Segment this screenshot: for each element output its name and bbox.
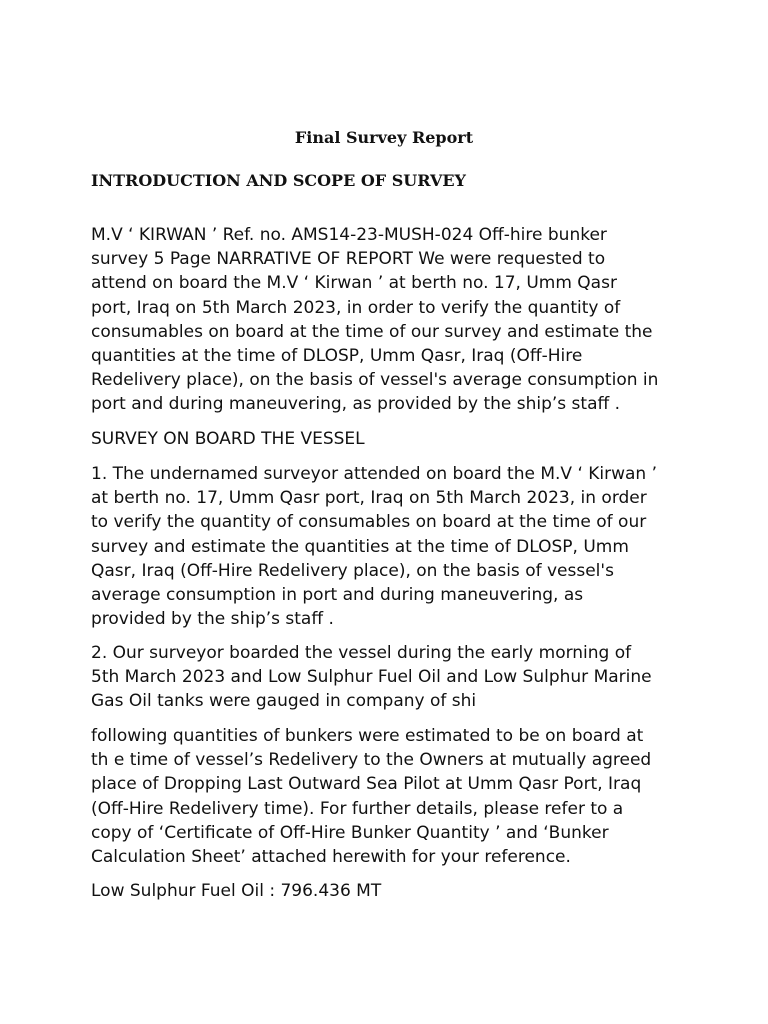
- text-line: copy of ‘Certificate of Off-Hire Bunker Quantity ’ and ‘Bunker: [91, 822, 609, 843]
- text-line: Qasr, Iraq (Off-Hire Redelivery place), on the basis of vessel's: [91, 560, 614, 581]
- paragraph-item-1: [91, 462, 701, 631]
- text-line: Redelivery place), on the basis of vessel's average consumption in: [91, 370, 659, 391]
- text-line: survey and estimate the quantities at the time of DLOSP, Umm: [91, 536, 629, 557]
- fuel-oil-quantity: [91, 879, 701, 903]
- text-line: place of Dropping Last Outward Sea Pilot at Umm Qasr Port, Iraq: [91, 774, 642, 795]
- paragraph-narrative: [91, 223, 701, 417]
- text-line: Calculation Sheet’ attached herewith for your reference.: [91, 847, 571, 868]
- text-line: (Off-Hire Redelivery time). For further details, please refer to a: [91, 798, 624, 819]
- page-title: Final Survey Report: [294, 128, 474, 147]
- paragraph-bunker-quantities: [91, 724, 701, 869]
- text-line: th e time of vessel’s Redelivery to the Owners at mutually agreed: [91, 750, 652, 771]
- text-line: consumables on board at the time of our survey and estimate the: [91, 321, 653, 342]
- text-line: to verify the quantity of consumables on board at the time of our: [91, 512, 647, 533]
- section-heading-introduction: INTRODUCTION AND SCOPE OF SURVEY: [91, 171, 466, 190]
- text-line: attend on board the M.V ‘ Kirwan ’ at berth no. 17, Umm Qasr: [91, 273, 617, 294]
- text-line: survey 5 Page NARRATIVE OF REPORT We were requested to: [91, 249, 606, 270]
- text-line: Gas Oil tanks were gauged in company of shi: [91, 691, 477, 712]
- text-line: provided by the ship’s staff .: [91, 609, 334, 630]
- text-line: port, Iraq on 5th March 2023, in order to verify the quantity of: [91, 297, 621, 318]
- text-line: following quantities of bunkers were estimated to be on board at: [91, 726, 644, 746]
- section-heading-survey-on-board: [91, 427, 701, 451]
- text-line: Low Sulphur Fuel Oil : 796.436 MT: [91, 881, 382, 901]
- paragraph-item-2: [91, 641, 701, 714]
- text-line: average consumption in port and during maneuvering, as: [91, 585, 584, 606]
- text-line: port and during maneuvering, as provided by the ship’s staff .: [91, 394, 621, 415]
- text-line: at berth no. 17, Umm Qasr port, Iraq on 5th March 2023, in order: [91, 488, 647, 509]
- text-line: 5th March 2023 and Low Sulphur Fuel Oil and Low Sulphur Marine: [91, 667, 652, 688]
- text-line: M.V ‘ KIRWAN ’ Ref. no. AMS14-23-MUSH-024 Off-hire bunker: [91, 225, 607, 245]
- text-line: 2. Our surveyor boarded the vessel during the early morning of: [91, 643, 632, 663]
- text-line: quantities at the time of DLOSP, Umm Qasr, Iraq (Off-Hire: [91, 346, 583, 367]
- text-line: SURVEY ON BOARD THE VESSEL: [91, 429, 365, 449]
- text-line: 1. The undernamed surveyor attended on board the M.V ‘ Kirwan ’: [91, 464, 658, 484]
